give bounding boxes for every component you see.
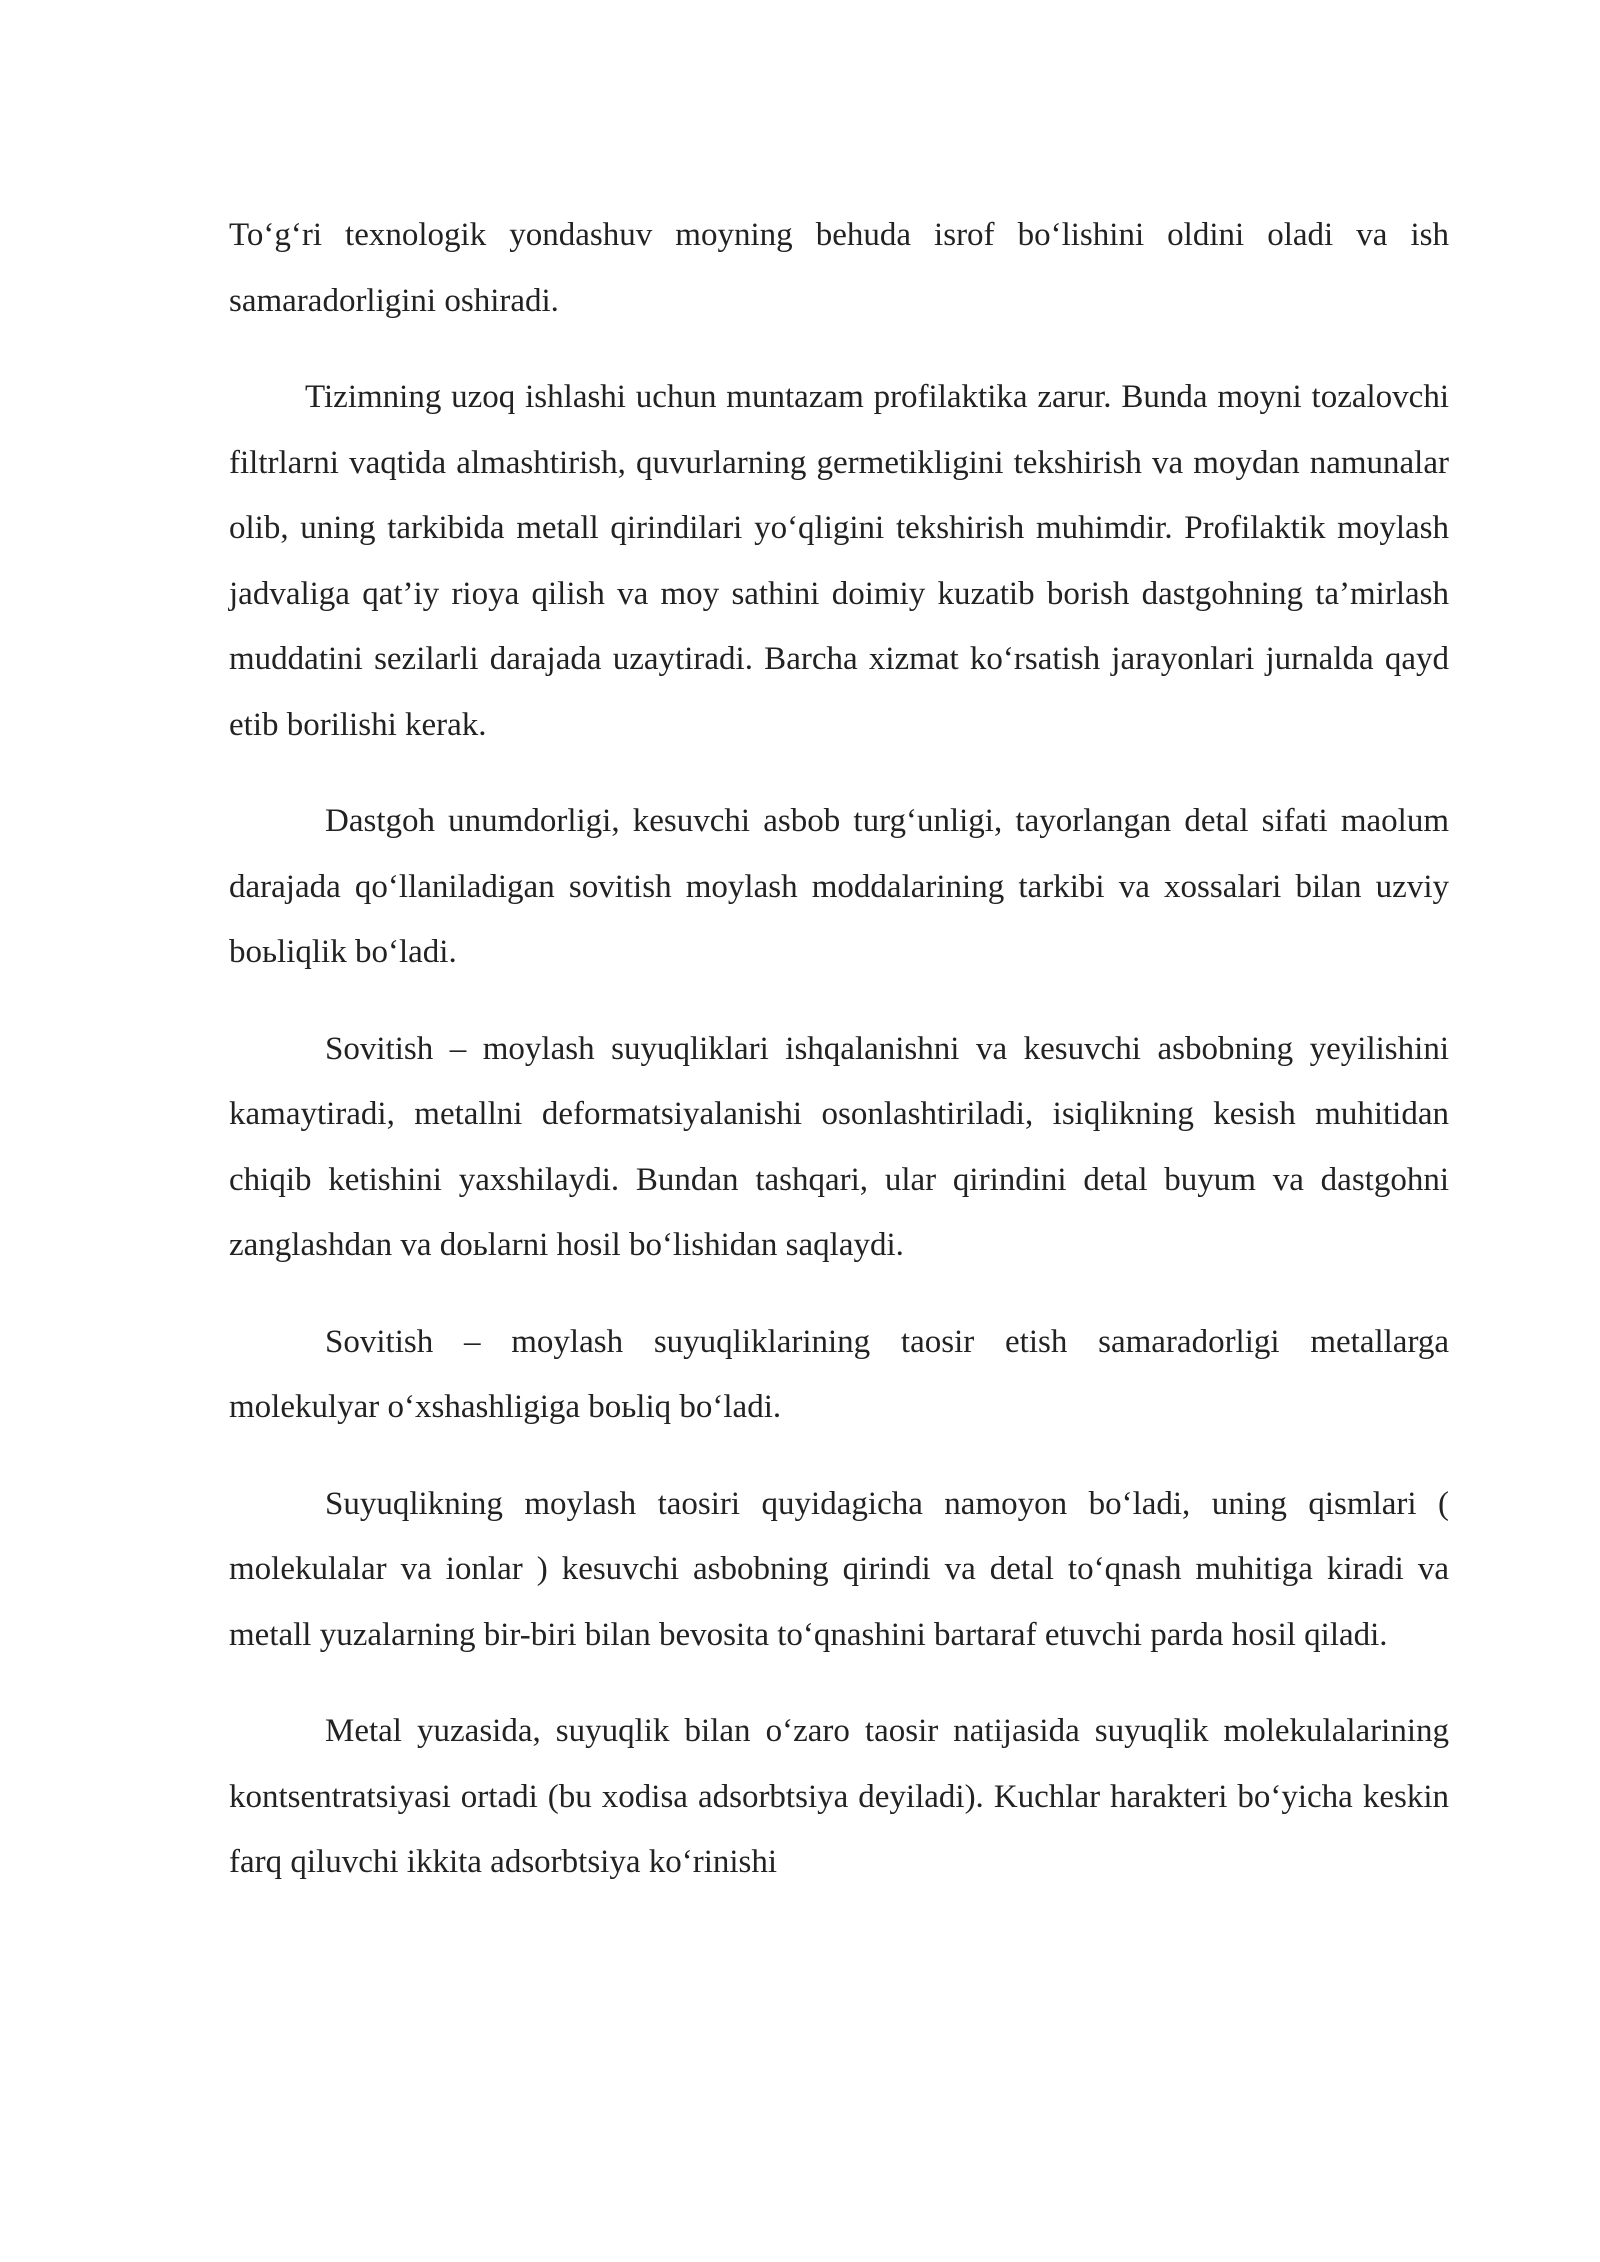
paragraph-5: Sovitish – moylash suyuqliklarining taosir etish samaradorligi metallarga molekulyar o‘xshashligiga boьliq bo‘ladi. bbox=[229, 1323, 1449, 1425]
paragraph-1: To‘g‘ri texnologik yondashuv moyning behuda isrof bo‘lishini oldini oladi va ish samaradorligini oshiradi. bbox=[229, 217, 1449, 319]
document-body bbox=[229, 203, 1449, 1927]
paragraph-7: Metal yuzasida, suyuqlik bilan o‘zaro taosir natijasida suyuqlik molekulalarining kontsentratsiyasi ortadi (bu xodisa adsorbtsiya deyiladi). Kuchlar harakteri bo‘yicha keskin farq qiluvchi ikkita adsorbtsiya ko‘rinishi bbox=[229, 1713, 1449, 1880]
paragraph-2: Tizimning uzoq ishlashi uchun muntazam profilaktika zarur. Bunda moyni tozalovchi filtrlarni vaqtida almashtirish, quvurlarning germetikligini tekshirish va moydan namunalar olib, uning tarkibida metall qirindilari yo‘qligini tekshirish muhimdir. Profilaktik moylash jadvaliga qat’iy rioya qilish va moy sathini doimiy kuzatib borish dastgohning ta’mirlash muddatini sezilarli darajada uzaytiradi. Barcha xizmat ko‘rsatish jarayonlari jurnalda qayd etib borilishi kerak. bbox=[229, 379, 1449, 743]
paragraph-4: Sovitish – moylash suyuqliklari ishqalanishni va kesuvchi asbobning yeyilishini kamaytiradi, metallni deformatsiyalanishi osonlashtiriladi, isiqlikning kesish muhitidan chiqib ketishini yaxshilaydi. Bundan tashqari, ular qirindini detal buyum va dastgohni zanglashdan va doьlarni hosil bo‘lishidan saqlaydi. bbox=[229, 1030, 1449, 1263]
paragraph-6: Suyuqlikning moylash taosiri quyidagicha namoyon bo‘ladi, uning qismlari ( molekulalar va ionlar ) kesuvchi asbobning qirindi va detal to‘qnash muhitiga kiradi va metall yuzalarning bir-biri bilan bevosita to‘qnashini bartaraf etuvchi parda hosil qiladi. bbox=[229, 1485, 1449, 1653]
paragraph-3: Dastgoh unumdorligi, kesuvchi asbob turg‘unligi, tayorlangan detal sifati maolum darajada qo‘llaniladigan sovitish moylash moddalarining tarkibi va xossalari bilan uzviy boьliqlik bo‘ladi. bbox=[229, 803, 1449, 970]
